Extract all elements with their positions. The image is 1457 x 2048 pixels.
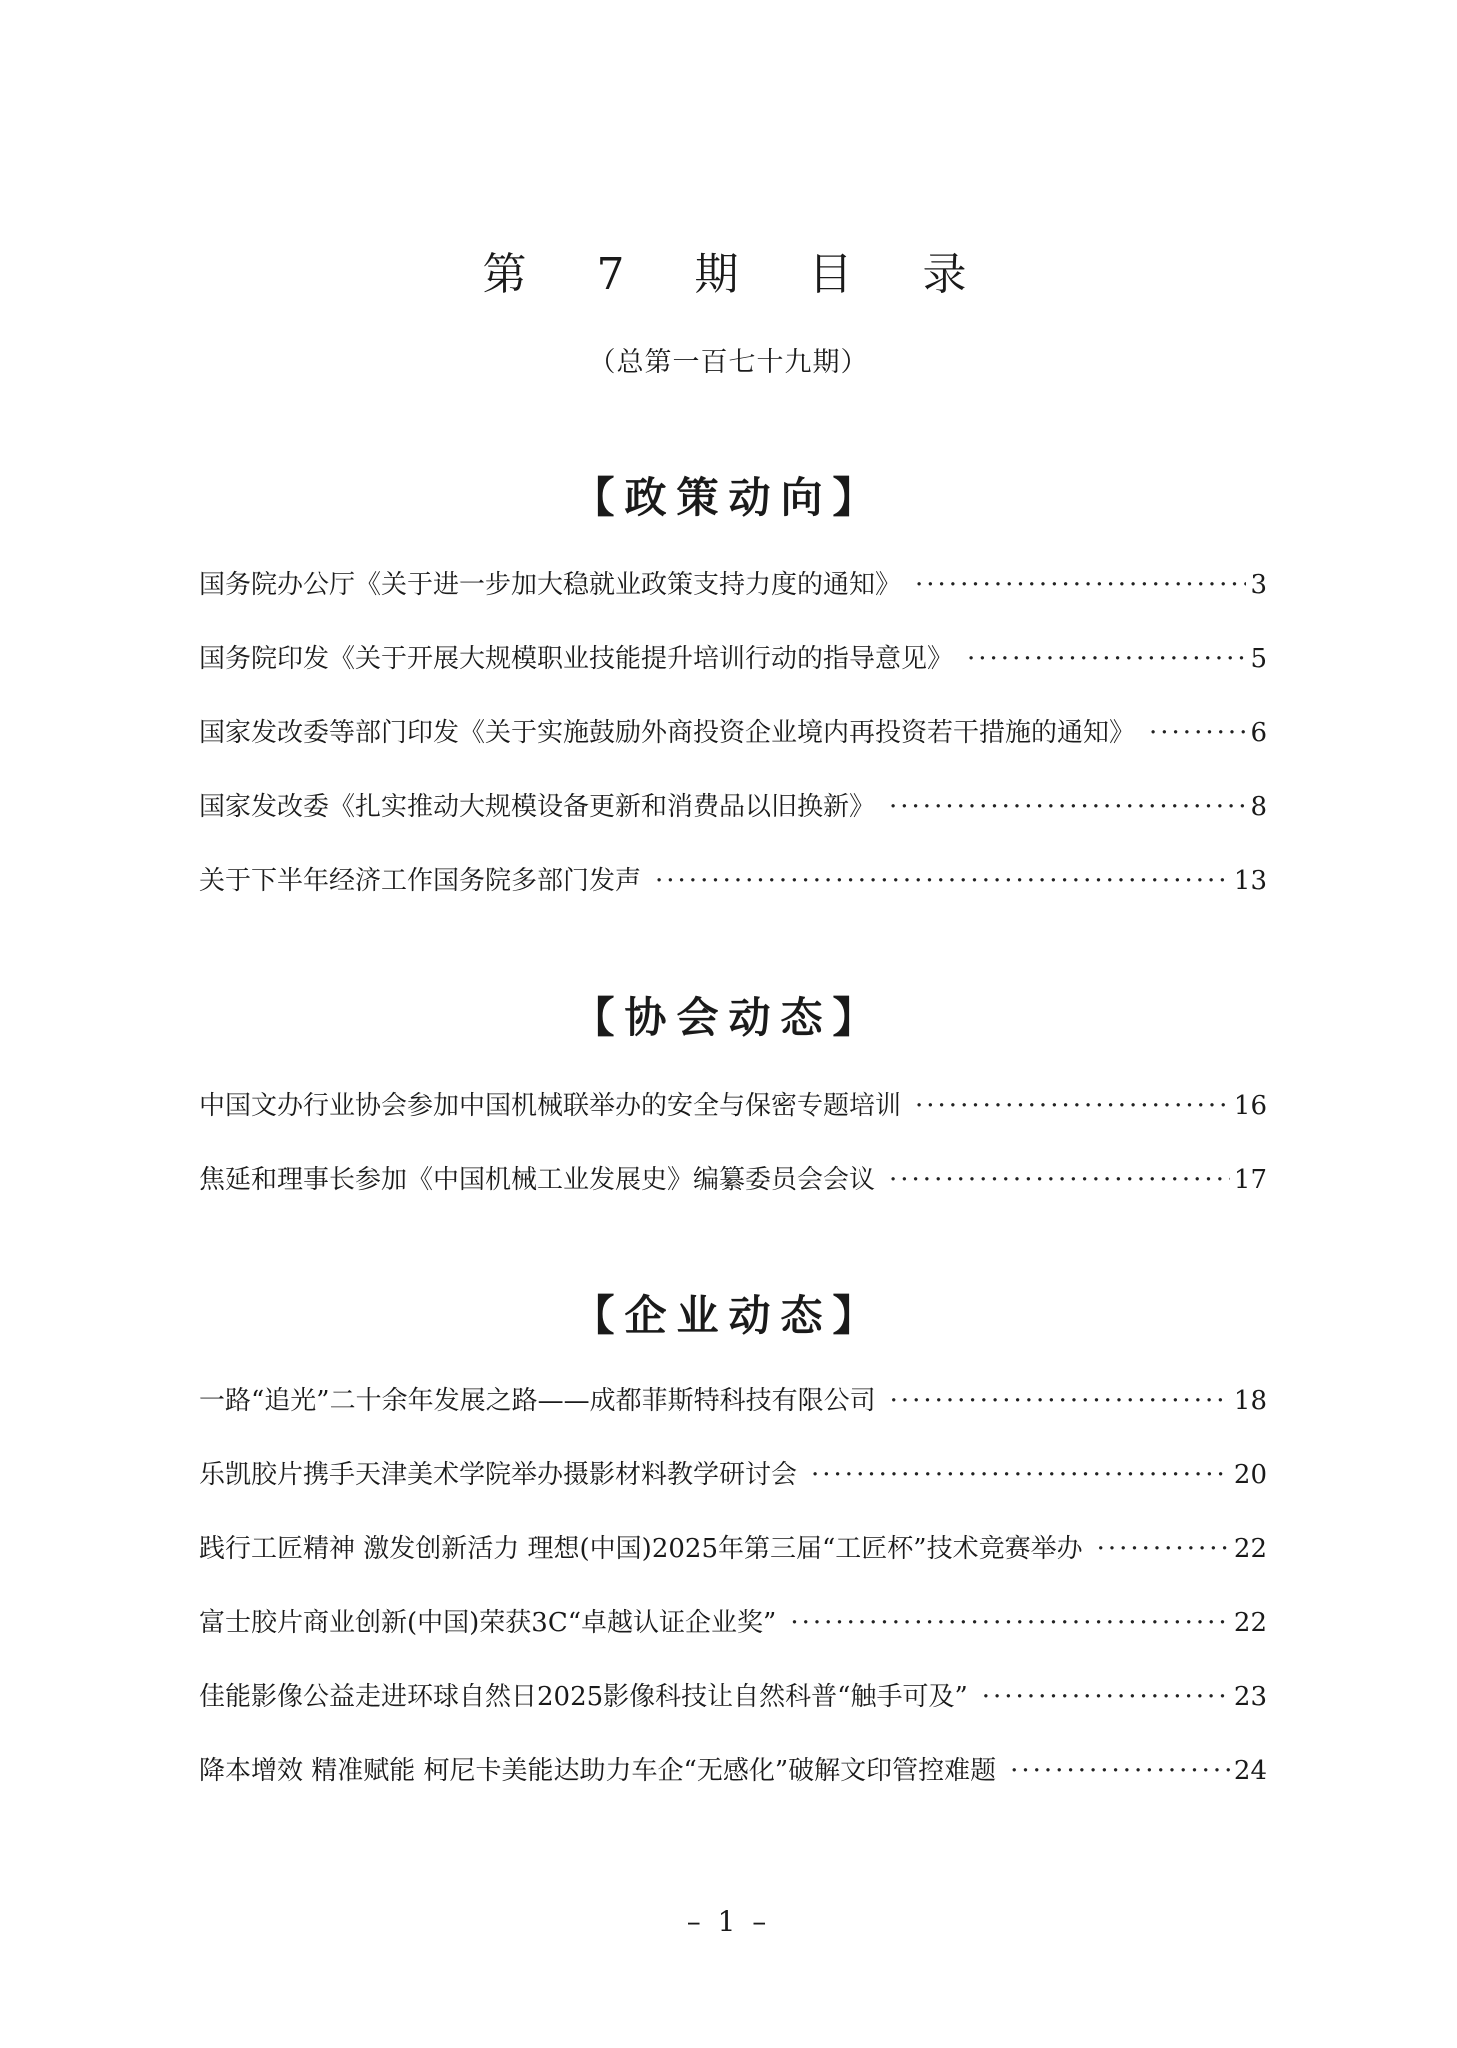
toc-entry-page: 18 [1233, 1386, 1267, 1416]
toc-entry-page: 20 [1233, 1460, 1267, 1490]
toc-entry-title: 乐凯胶片携手天津美术学院举办摄影材料教学研讨会 [199, 1460, 798, 1490]
toc-entry[interactable] [199, 1676, 1267, 1750]
toc-entry-title: 践行工匠精神 激发创新活力 理想(中国)2025年第三届“工匠杯”技术竞赛举办 [199, 1534, 1083, 1564]
toc-entry-page: 23 [1233, 1682, 1267, 1712]
toc-list-policy [199, 564, 1267, 934]
toc-entry[interactable] [199, 1454, 1267, 1528]
toc-leader-dots [982, 1682, 1230, 1712]
section-heading-association: 【协会动态】 [572, 993, 885, 1042]
toc-entry-title: 佳能影像公益走进环球自然日2025影像科技让自然科普“触手可及” [199, 1682, 968, 1712]
toc-entry[interactable] [199, 786, 1267, 860]
toc-entry-page: 5 [1250, 644, 1267, 674]
toc-entry-page: 17 [1233, 1165, 1267, 1195]
toc-entry[interactable] [199, 1528, 1267, 1602]
toc-entry-page: 16 [1233, 1091, 1267, 1121]
toc-entry[interactable] [199, 1159, 1267, 1233]
toc-entry[interactable] [199, 1380, 1267, 1454]
toc-entry-title: 一路“追光”二十余年发展之路——成都菲斯特科技有限公司 [199, 1386, 876, 1416]
toc-entry-title: 国务院印发《关于开展大规模职业技能提升培训行动的指导意见》 [199, 644, 954, 674]
toc-entry-title: 焦延和理事长参加《中国机械工业发展史》编纂委员会会议 [199, 1165, 876, 1195]
toc-entry-page: 3 [1250, 570, 1267, 600]
toc-entry-page: 13 [1233, 866, 1267, 896]
page-title: 第 7 期 目 录 [482, 249, 995, 300]
toc-entry-page: 22 [1233, 1608, 1267, 1638]
toc-leader-dots [1097, 1534, 1230, 1564]
toc-entry[interactable] [199, 1602, 1267, 1676]
toc-leader-dots [890, 1386, 1230, 1416]
page-number: – 1 – [686, 1905, 771, 1938]
toc-leader-dots [1149, 718, 1246, 748]
toc-entry[interactable] [199, 1085, 1267, 1159]
toc-leader-dots [1010, 1756, 1230, 1786]
section-heading-enterprise: 【企业动态】 [572, 1291, 885, 1340]
toc-entry[interactable] [199, 1750, 1267, 1824]
toc-leader-dots [889, 792, 1246, 822]
toc-entry[interactable] [199, 638, 1267, 712]
toc-entry[interactable] [199, 712, 1267, 786]
toc-entry-page: 24 [1233, 1756, 1267, 1786]
toc-leader-dots [790, 1608, 1230, 1638]
toc-entry[interactable] [199, 860, 1267, 934]
toc-leader-dots [655, 866, 1230, 896]
section-heading-policy: 【政策动向】 [572, 473, 885, 522]
toc-entry-page: 8 [1250, 792, 1267, 822]
toc-entry-page: 6 [1250, 718, 1267, 748]
toc-leader-dots [967, 644, 1246, 674]
toc-list-enterprise [199, 1380, 1267, 1824]
toc-entry-title: 关于下半年经济工作国务院多部门发声 [199, 866, 642, 896]
toc-entry-title: 国家发改委等部门印发《关于实施鼓励外商投资企业境内再投资若干措施的通知》 [199, 718, 1136, 748]
toc-entry[interactable] [199, 564, 1267, 638]
toc-entry-title: 国务院办公厅《关于进一步加大稳就业政策支持力度的通知》 [199, 570, 902, 600]
issue-subtitle: （总第一百七十九期） [588, 347, 869, 378]
toc-leader-dots [915, 1091, 1230, 1121]
toc-entry-title: 富士胶片商业创新(中国)荣获3C“卓越认证企业奖” [199, 1608, 777, 1638]
toc-entry-page: 22 [1233, 1534, 1267, 1564]
toc-entry-title: 中国文办行业协会参加中国机械联举办的安全与保密专题培训 [199, 1091, 902, 1121]
toc-leader-dots [915, 570, 1246, 600]
toc-leader-dots [889, 1165, 1230, 1195]
toc-entry-title: 降本增效 精准赋能 柯尼卡美能达助力车企“无感化”破解文印管控难题 [199, 1756, 997, 1786]
toc-entry-title: 国家发改委《扎实推动大规模设备更新和消费品以旧换新》 [199, 792, 876, 822]
toc-list-association [199, 1085, 1267, 1233]
toc-leader-dots [811, 1460, 1230, 1490]
